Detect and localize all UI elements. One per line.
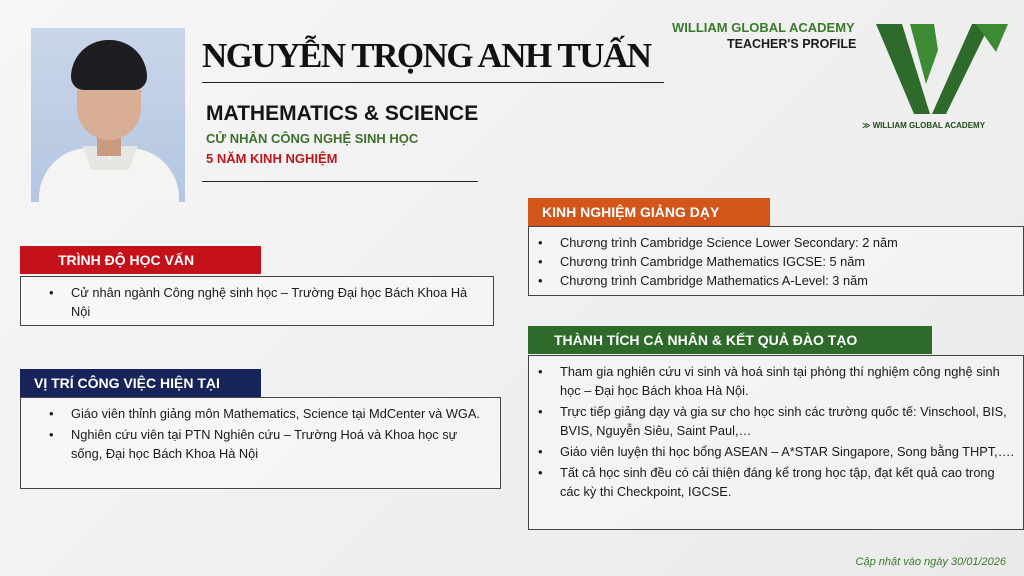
profile-label: TEACHER'S PROFILE: [727, 37, 857, 51]
education-heading: TRÌNH ĐỘ HỌC VẤN: [20, 246, 261, 274]
academy-name: WILLIAM GLOBAL ACADEMY: [672, 20, 855, 35]
experience-years: 5 NĂM KINH NGHIỆM: [206, 151, 338, 166]
list-item: • Giáo viên thỉnh giảng môn Mathematics, Science tại MdCenter và WGA.: [71, 404, 492, 423]
logo-caption: ≫ WILLIAM GLOBAL ACADEMY: [862, 121, 986, 130]
list-item: • Chương trình Cambridge Mathematics IGCSE: 5 năm: [560, 252, 1015, 271]
list-item: • Cử nhân ngành Công nghệ sinh học – Trường Đại học Bách Khoa Hà Nội: [71, 283, 483, 321]
list-item: • Tất cả học sinh đều có cải thiện đáng kể trong học tập, đạt kết quả cao trong các kỳ thi Checkpoint, IGCSE.: [560, 463, 1015, 501]
teaching-box: [528, 226, 1024, 296]
list-item: • Chương trình Cambridge Science Lower Secondary: 2 năm: [560, 233, 1015, 252]
teaching-subject: MATHEMATICS & SCIENCE: [206, 102, 479, 125]
position-heading: VỊ TRÍ CÔNG VIỆC HIỆN TẠI: [20, 369, 261, 397]
list-item: • Nghiên cứu viên tại PTN Nghiên cứu – Trường Hoá và Khoa học sự sống, Đại học Bách Khoa Hà Nội: [71, 425, 492, 463]
education-box: [20, 276, 494, 326]
name-divider: [202, 82, 664, 83]
academy-logo-icon: [876, 22, 1008, 116]
achievements-box: [528, 355, 1024, 530]
list-item: • Tham gia nghiên cứu vi sinh và hoá sinh tại phòng thí nghiệm công nghệ sinh học – Đại học Bách khoa Hà Nội.: [560, 362, 1015, 400]
position-list: [71, 404, 492, 463]
education-list: [71, 283, 483, 321]
position-box: [20, 397, 501, 489]
teacher-name: NGUYỄN TRỌNG ANH TUẤN: [202, 36, 651, 75]
degree-title: CỬ NHÂN CÔNG NGHỆ SINH HỌC: [206, 131, 419, 146]
list-item: • Chương trình Cambridge Mathematics A-Level: 3 năm: [560, 271, 1015, 290]
update-date: Cập nhật vào ngày 30/01/2026: [855, 556, 1006, 568]
achievements-list: [560, 362, 1015, 501]
teacher-photo: [31, 28, 185, 202]
list-item: • Trực tiếp giảng dạy và gia sư cho học sinh các trường quốc tế: Vinschool, BIS, BVIS, Nguyễn Siêu, Saint Paul,…: [560, 402, 1015, 440]
info-divider: [202, 181, 478, 182]
list-item: • Giáo viên luyện thi học bổng ASEAN – A*STAR Singapore, Song bằng THPT,….: [560, 442, 1015, 461]
teaching-heading: KINH NGHIỆM GIẢNG DẠY: [528, 198, 770, 226]
teaching-list: [560, 233, 1015, 290]
achievements-heading: THÀNH TÍCH CÁ NHÂN & KẾT QUẢ ĐÀO TẠO: [528, 326, 932, 354]
